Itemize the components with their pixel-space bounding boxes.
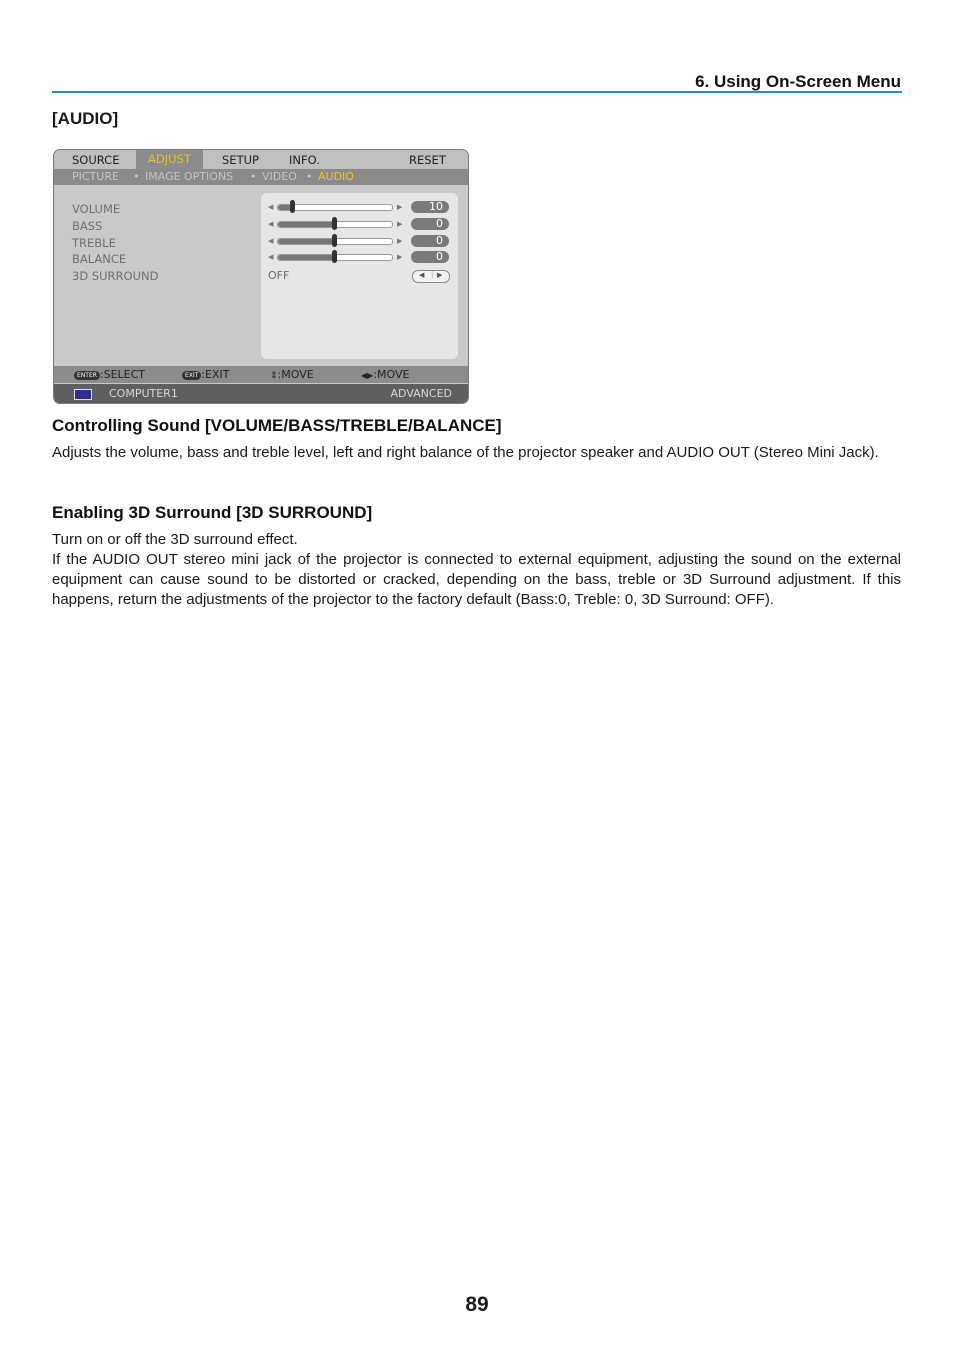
osd-subtab-bar bbox=[54, 169, 468, 185]
up-down-arrow-icon: ⇕ bbox=[270, 371, 278, 381]
arrow-right-icon[interactable]: ▶ bbox=[397, 237, 403, 245]
osd-subtab-audio[interactable]: AUDIO bbox=[318, 170, 354, 183]
osd-3d-surround-value: OFF bbox=[268, 269, 290, 282]
left-right-arrow-icon: ◀▶ bbox=[361, 371, 374, 380]
osd-slider-treble[interactable] bbox=[277, 238, 393, 245]
osd-3d-surround-selector[interactable] bbox=[412, 270, 450, 283]
arrow-left-icon[interactable]: ◀ bbox=[268, 253, 274, 261]
arrow-left-icon[interactable]: ◀ bbox=[268, 237, 274, 245]
osd-label-balance: BALANCE bbox=[72, 252, 127, 266]
osd-value-balance: 0 bbox=[411, 251, 449, 263]
arrow-left-icon[interactable]: ◀ bbox=[268, 220, 274, 228]
slider-fill bbox=[278, 255, 335, 260]
osd-menu-screenshot bbox=[53, 149, 469, 404]
arrow-right-icon[interactable]: ▶ bbox=[397, 253, 403, 261]
osd-subtab-video[interactable]: VIDEO bbox=[262, 170, 297, 183]
osd-subtab-separator: • bbox=[250, 170, 257, 183]
help-move-horizontal: ◀▶:MOVE bbox=[361, 368, 410, 381]
help-move-vertical: ⇕:MOVE bbox=[270, 368, 314, 381]
help-exit: EXIT :EXIT bbox=[182, 366, 230, 383]
slider-fill bbox=[278, 239, 335, 244]
osd-subtab-picture[interactable]: PICTURE bbox=[72, 170, 119, 183]
slider-knob[interactable] bbox=[290, 200, 295, 213]
osd-status-bar bbox=[54, 384, 468, 403]
osd-slider-balance[interactable] bbox=[277, 254, 393, 261]
status-mode: ADVANCED bbox=[390, 387, 452, 400]
osd-label-bass: BASS bbox=[72, 219, 103, 233]
section-heading-3d-surround: Enabling 3D Surround [3D SURROUND] bbox=[52, 503, 373, 522]
header-rule bbox=[52, 91, 902, 93]
osd-subtab-separator: • bbox=[133, 170, 140, 183]
exit-button-icon: EXIT bbox=[182, 371, 201, 380]
osd-tab-bar bbox=[54, 150, 468, 170]
arrow-right-icon[interactable]: ▶ bbox=[397, 203, 403, 211]
osd-tab-source[interactable]: SOURCE bbox=[72, 153, 120, 167]
osd-label-volume: VOLUME bbox=[72, 202, 121, 216]
osd-tab-adjust[interactable]: ADJUST bbox=[136, 150, 203, 169]
slider-knob[interactable] bbox=[332, 250, 337, 263]
osd-slider-bass[interactable] bbox=[277, 221, 393, 228]
osd-tab-info[interactable]: INFO. bbox=[289, 153, 320, 167]
arrow-left-icon[interactable]: ◀ bbox=[268, 203, 274, 211]
osd-tab-setup[interactable]: SETUP bbox=[222, 153, 259, 167]
enter-button-icon: ENTER bbox=[74, 371, 100, 380]
paragraph-3d-surround-intro: Turn on or off the 3D surround effect. bbox=[52, 531, 298, 548]
arrow-left-icon[interactable]: ◀ bbox=[419, 271, 425, 279]
osd-subtab-separator: • bbox=[306, 170, 313, 183]
osd-value-bass: 0 bbox=[411, 218, 449, 230]
paragraph-3d-surround: If the AUDIO OUT stereo mini jack of the projector is connected to external equipment, adjusting the sound on the external equipment can cause sound to be distorted or cracked, depending on the bass, treble or 3D Surround adjustment. If this happens, return the adjustments of the projector to the factory default (Bass:0, Treble: 0, 3D Surround: OFF). bbox=[52, 551, 901, 608]
section-heading-sound: Controlling Sound [VOLUME/BASS/TREBLE/BALANCE] bbox=[52, 416, 502, 435]
page-number: 89 bbox=[465, 1293, 489, 1316]
osd-value-panel bbox=[261, 193, 458, 359]
osd-tab-reset[interactable]: RESET bbox=[409, 153, 446, 167]
paragraph-sound: Adjusts the volume, bass and treble level, left and right balance of the projector speaker and AUDIO OUT (Stereo Mini Jack). bbox=[52, 444, 879, 461]
divider: | bbox=[431, 270, 434, 278]
osd-value-treble: 0 bbox=[411, 235, 449, 247]
slider-knob[interactable] bbox=[332, 217, 337, 230]
osd-value-volume: 10 bbox=[411, 201, 449, 213]
osd-label-treble: TREBLE bbox=[72, 236, 116, 250]
help-select: ENTER :SELECT bbox=[74, 366, 145, 383]
osd-label-3d-surround: 3D SURROUND bbox=[72, 269, 159, 283]
status-source: COMPUTER1 bbox=[109, 387, 178, 400]
chapter-title: 6. Using On-Screen Menu bbox=[695, 72, 901, 91]
arrow-right-icon[interactable]: ▶ bbox=[437, 271, 443, 279]
osd-slider-volume[interactable] bbox=[277, 204, 393, 211]
monitor-icon bbox=[74, 389, 92, 400]
slider-fill bbox=[278, 222, 335, 227]
osd-subtab-image-options[interactable]: IMAGE OPTIONS bbox=[145, 170, 234, 183]
slider-knob[interactable] bbox=[332, 234, 337, 247]
section-title: [AUDIO] bbox=[52, 109, 119, 128]
osd-help-bar bbox=[54, 366, 468, 383]
arrow-right-icon[interactable]: ▶ bbox=[397, 220, 403, 228]
